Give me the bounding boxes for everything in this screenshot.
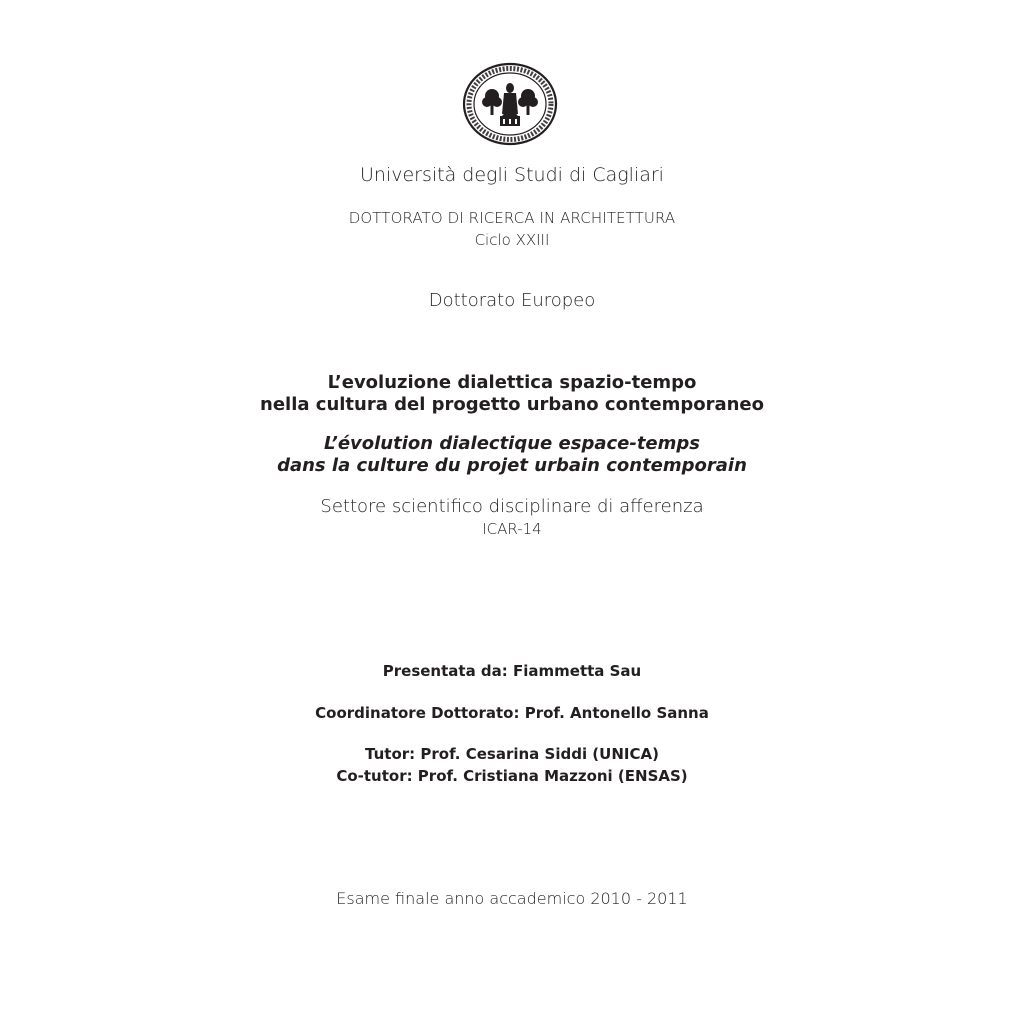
tutor: Tutor: Prof. Cesarina Siddi (UNICA) [365,745,659,763]
doctorate-coordinator: Coordinatore Dottorato: Prof. Antonello Sanna [315,704,709,722]
doctorate-program: DOTTORATO DI RICERCA IN ARCHITETTURA [348,209,676,227]
doctorate-cycle: Ciclo XXIII [474,231,550,249]
european-doctorate-label: Dottorato Europeo [428,290,596,311]
final-exam-year: Esame finale anno accademico 2010 - 2011 [336,889,688,908]
scientific-sector-code: ICAR-14 [482,520,542,538]
thesis-title-french-line1: L’évolution dialectique espace-temps [323,433,700,454]
scientific-sector-label: Settore scientifico disciplinare di afferenza [320,496,704,517]
thesis-title-italian-line1: L’evoluzione dialettica spazio-tempo [327,372,697,393]
presented-by: Presentata da: Fiammetta Sau [382,662,642,680]
co-tutor: Co-tutor: Prof. Cristiana Mazzoni (ENSAS) [336,767,688,785]
thesis-title-italian-line2: nella cultura del progetto urbano contemporaneo [260,394,764,415]
thesis-title-french-line2: dans la culture du projet urbain contemporain [277,455,747,476]
university-seal-icon [462,62,558,146]
university-name: Università degli Studi di Cagliari [360,164,664,186]
